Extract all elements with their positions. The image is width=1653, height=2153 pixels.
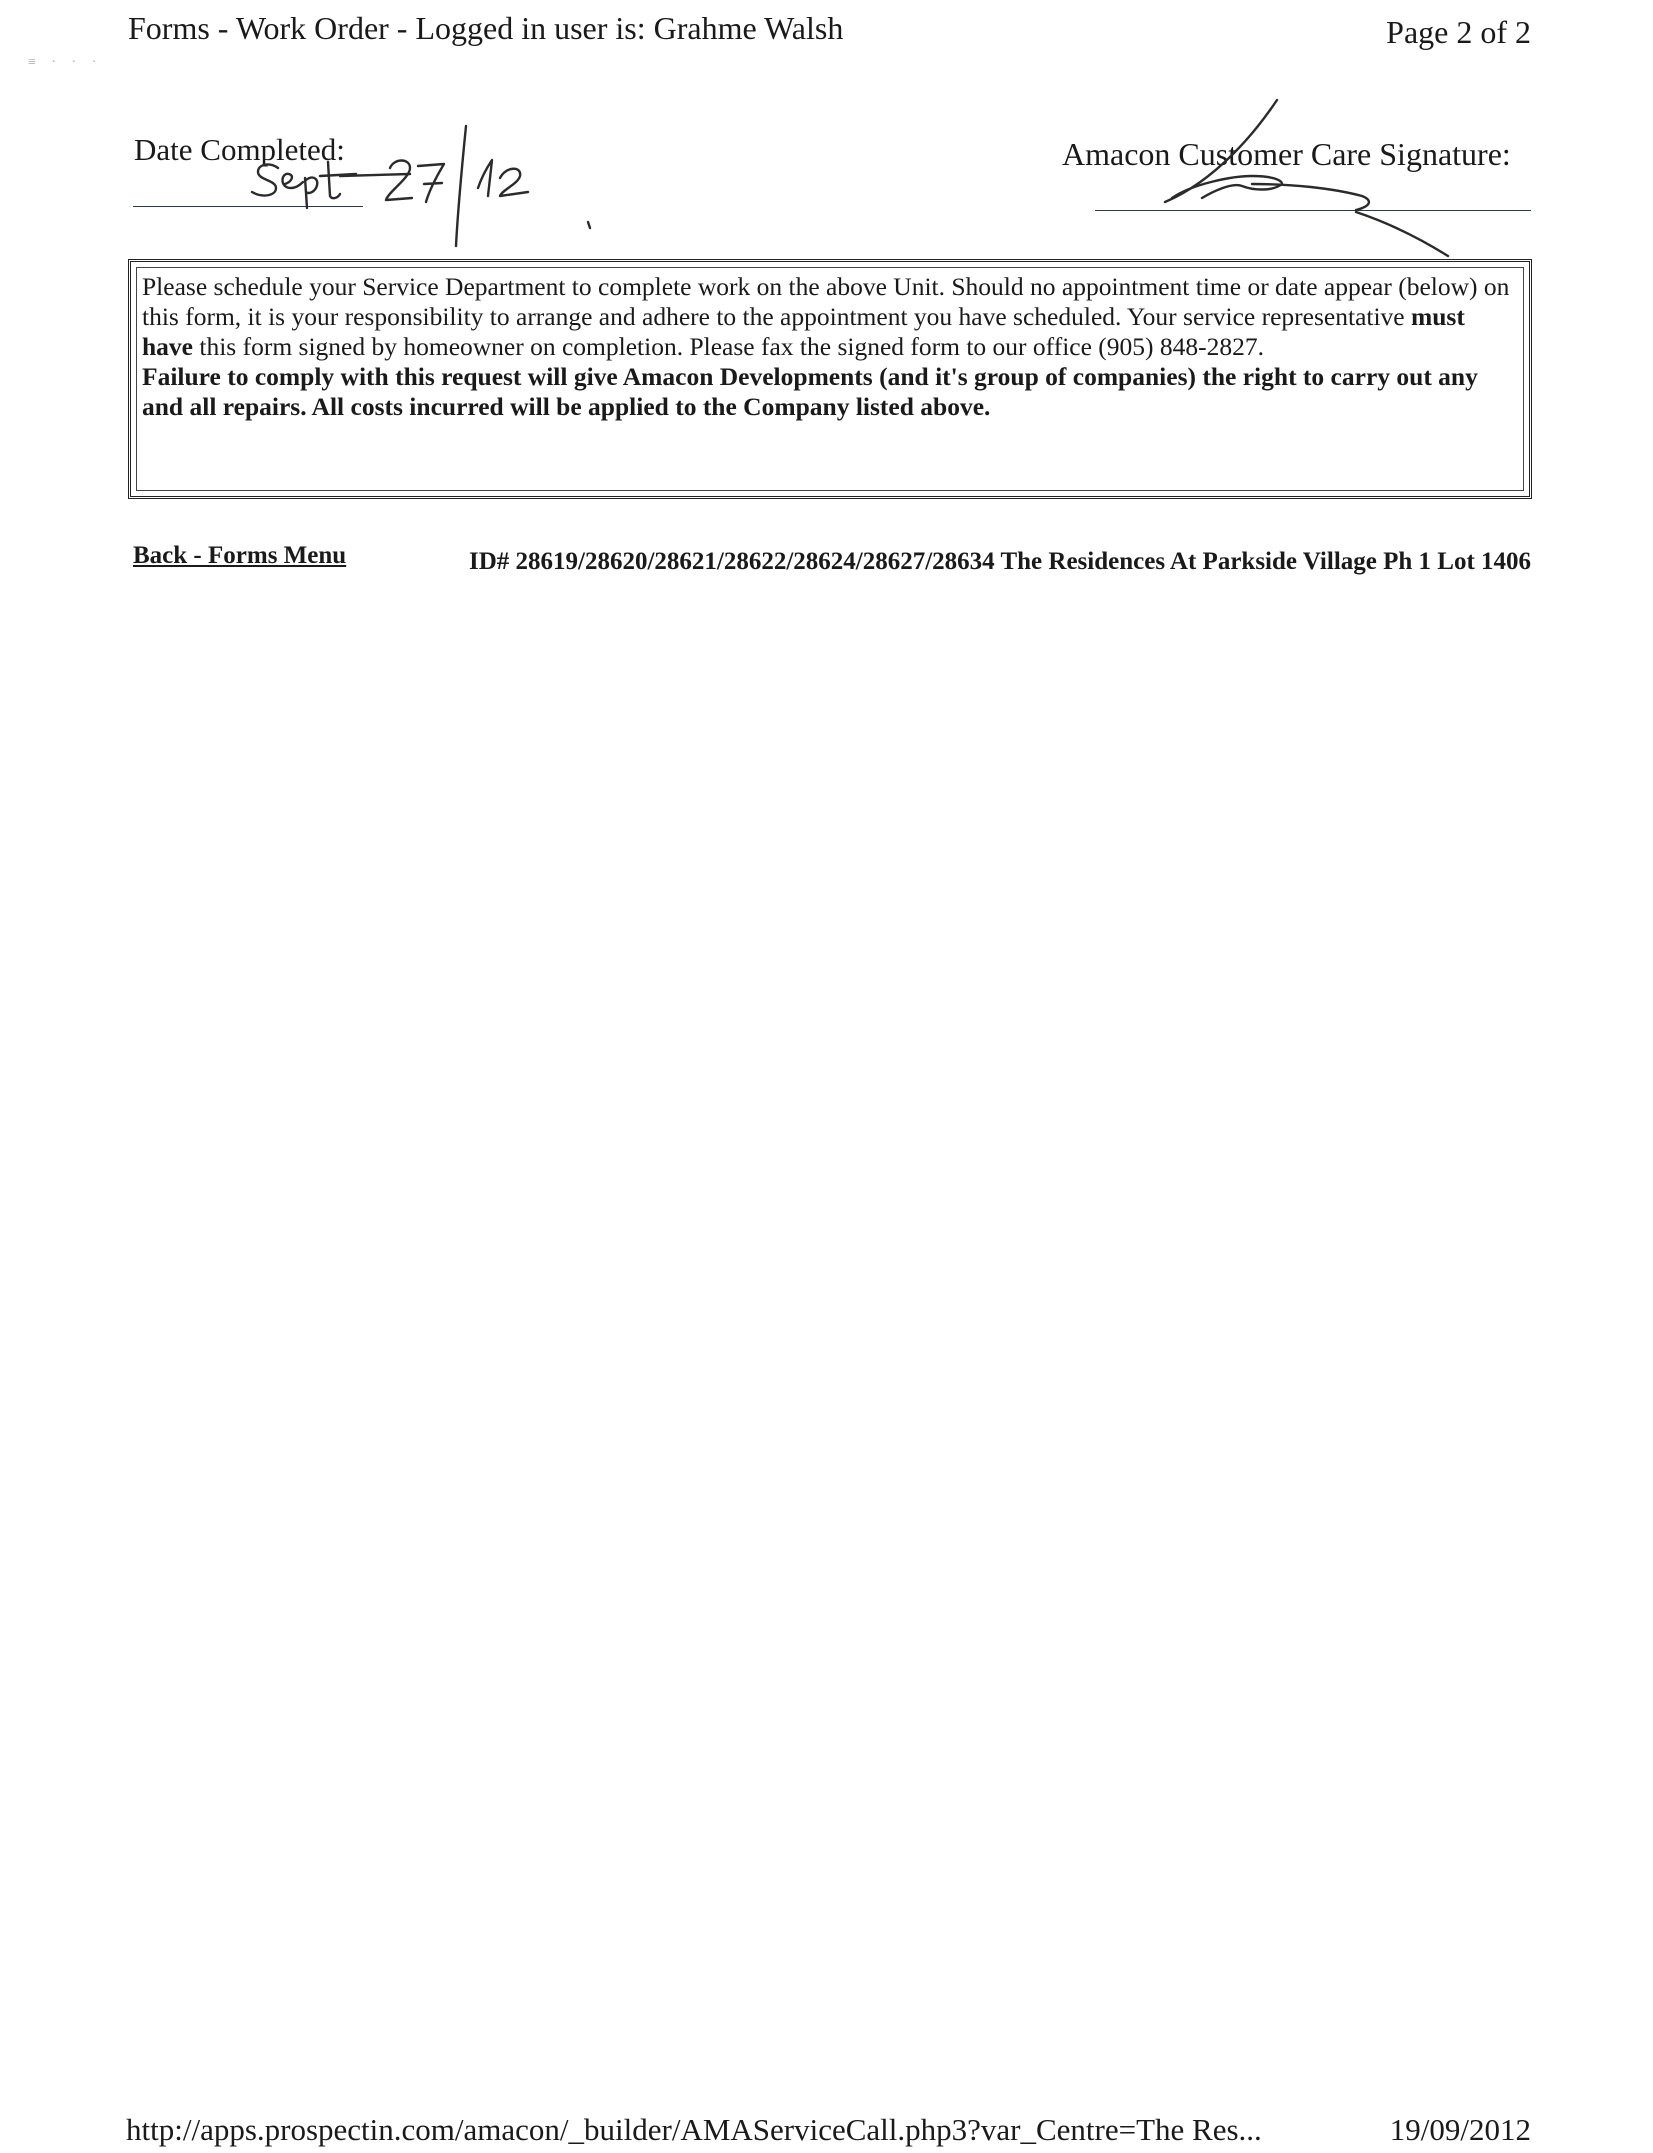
footer-url: http://apps.prospectin.com/amacon/_builder/AMAServiceCall.php3?var_Centre=The Res... xyxy=(126,2112,1262,2147)
notice-emphasis: must have xyxy=(142,302,1465,361)
signature-label: Amacon Customer Care Signature: xyxy=(1062,136,1511,172)
date-completed-label: Date Completed: xyxy=(134,132,345,167)
notice-text xyxy=(136,267,1524,491)
handwritten-date-and-signature xyxy=(0,0,1653,300)
record-id-text: ID# 28619/28620/28621/28622/28624/28627/28634 The Residences At Parkside Village Ph 1 Lot 1406 xyxy=(468,548,1532,575)
page-header-title: Forms - Work Order - Logged in user is: Grahme Walsh xyxy=(128,10,844,46)
scan-artifact: ≡ · · · xyxy=(28,55,103,70)
page-number: Page 2 of 2 xyxy=(1386,14,1531,50)
notice-text-a: Please schedule your Service Department to complete work on the above Unit. Should no appointment time or date appear (below) on this form, it is your responsibility to arrange and adhere to the appointment you have scheduled. Your service representative xyxy=(142,272,1510,331)
notice-paragraph-instructions xyxy=(142,272,1517,362)
footer-date: 19/09/2012 xyxy=(1389,2112,1531,2147)
notice-box xyxy=(128,259,1532,499)
notice-text-b: this form signed by homeowner on completion. Please fax the signed form to our office (905) 848-2827. xyxy=(193,332,1265,361)
notice-warning-text: Failure to comply with this request will give Amacon Developments (and it's group of companies) the right to carry out any and all repairs. All costs incurred will be applied to the Company listed above. xyxy=(142,362,1478,421)
notice-paragraph-warning xyxy=(142,362,1517,422)
back-forms-menu-link[interactable]: Back - Forms Menu xyxy=(133,542,347,569)
